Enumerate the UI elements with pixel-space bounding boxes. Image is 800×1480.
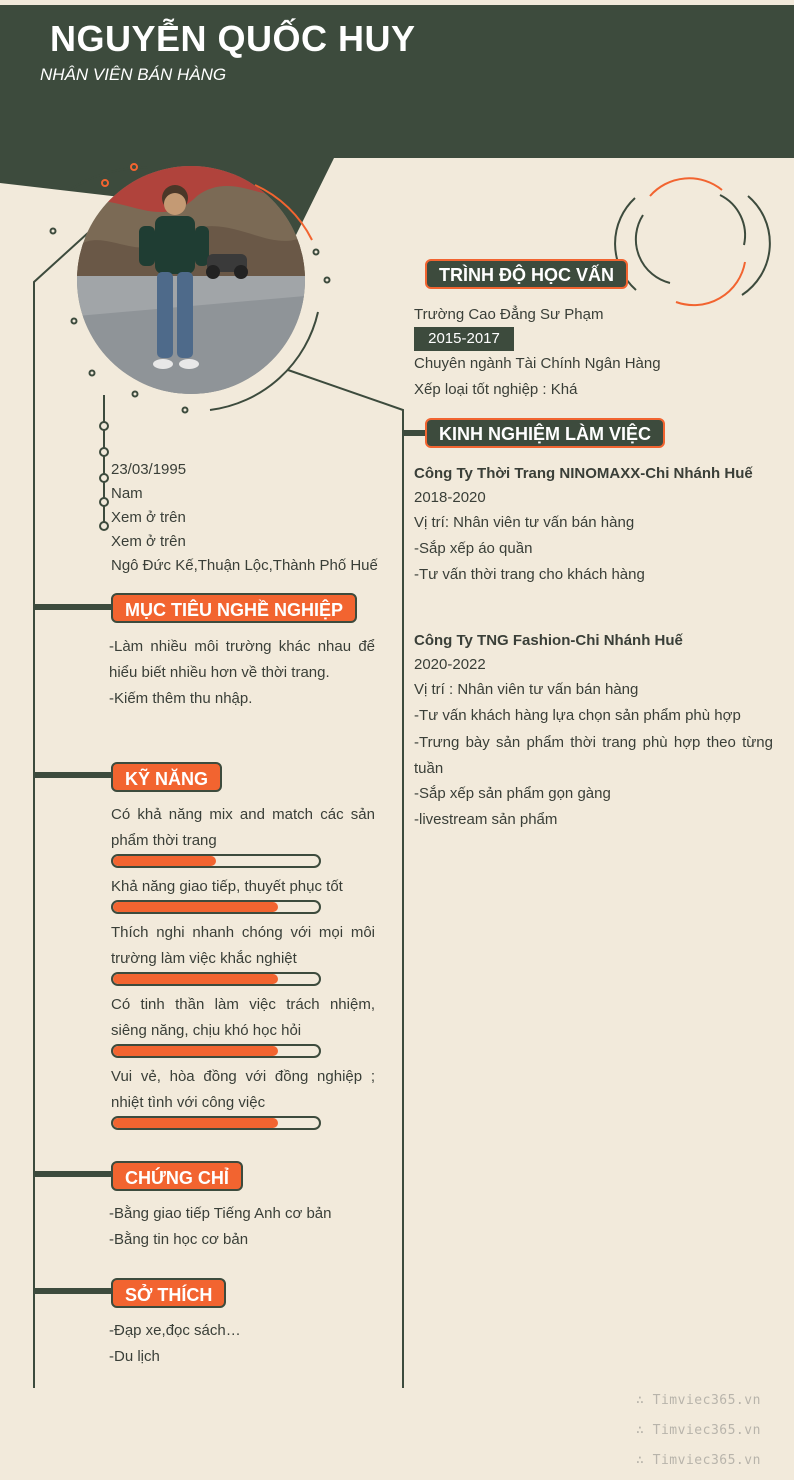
- job-title: NHÂN VIÊN BÁN HÀNG: [40, 65, 227, 84]
- birthdate: 23/03/1995: [111, 461, 187, 478]
- watermark: ∴ Timviec365.vn: [636, 1393, 761, 1408]
- skill-bar: [111, 900, 321, 914]
- education-years: 2015-2017: [414, 327, 514, 351]
- skill-bar: [111, 1116, 321, 1130]
- objective-line: -Kiếm thêm thu nhập.: [109, 690, 253, 707]
- job-years: 2020-2022: [414, 656, 486, 673]
- skill-label: Vui vẻ, hòa đồng với đồng nghiệp ; nhiệt tình với công việc: [111, 1068, 375, 1111]
- hobby-item: -Du lịch: [109, 1348, 160, 1365]
- skill-bar: [111, 854, 321, 868]
- skills-connector: [34, 772, 112, 778]
- skill-bar: [111, 972, 321, 986]
- skill-label: Thích nghi nhanh chóng với mọi môi trường làm việc khắc nghiệt: [111, 924, 375, 967]
- skill-label: Có khả năng mix and match các sản phẩm thời trang: [111, 806, 375, 849]
- objective-line: -Làm nhiều môi trường khác nhau để hiểu biết nhiều hơn về thời trang.: [109, 638, 375, 681]
- job-company: Công Ty TNG Fashion-Chi Nhánh Huế: [414, 632, 683, 649]
- skills-heading: KỸ NĂNG: [111, 762, 222, 792]
- watermark: ∴ Timviec365.vn: [636, 1423, 761, 1438]
- certificates-heading: CHỨNG CHỈ: [111, 1161, 243, 1191]
- certificates-connector: [34, 1171, 112, 1177]
- certificate-item: -Bằng tin học cơ bản: [109, 1231, 249, 1248]
- certificate-item: -Bằng giao tiếp Tiếng Anh cơ bản: [109, 1205, 332, 1222]
- hobbies-heading: SỞ THÍCH: [111, 1278, 226, 1308]
- hobby-item: -Đạp xe,đọc sách…: [109, 1322, 241, 1339]
- skill-bar: [111, 1044, 321, 1058]
- candidate-name: NGUYỄN QUỐC HUY: [50, 18, 416, 59]
- address: Ngô Đức Kế,Thuận Lộc,Thành Phố Huế: [111, 557, 378, 574]
- objective-heading: MỤC TIÊU NGHỀ NGHIỆP: [111, 593, 357, 623]
- skill-label: Có tinh thần làm việc trách nhiệm, siêng năng, chịu khó học hỏi: [111, 996, 375, 1039]
- experience-heading: KINH NGHIỆM LÀM VIỆC: [425, 418, 665, 448]
- watermark-text: Timviec365.vn: [652, 1453, 761, 1468]
- objective-connector: [34, 604, 112, 610]
- phone: Xem ở trên: [111, 509, 186, 526]
- job-duty: -Sắp xếp áo quần: [414, 540, 533, 557]
- job-position: Vị trí : Nhân viên tư vấn bán hàng: [414, 681, 639, 698]
- hobbies-connector: [34, 1288, 112, 1294]
- job-company: Công Ty Thời Trang NINOMAXX-Chi Nhánh Huế: [414, 465, 753, 482]
- job-duty: -Trưng bày sản phẩm thời trang phù hợp theo từng tuần: [414, 734, 773, 777]
- education-heading: TRÌNH ĐỘ HỌC VẤN: [425, 259, 628, 289]
- job-years: 2018-2020: [414, 489, 486, 506]
- education-school: Trường Cao Đẳng Sư Phạm: [414, 306, 604, 323]
- avatar-photo: [77, 166, 305, 394]
- job-duty: -Tư vấn thời trang cho khách hàng: [414, 566, 645, 583]
- gender: Nam: [111, 485, 143, 502]
- watermark-text: Timviec365.vn: [652, 1393, 761, 1408]
- email: Xem ở trên: [111, 533, 186, 550]
- education-grade: Xếp loại tốt nghiệp : Khá: [414, 381, 578, 398]
- job-duty: -Tư vấn khách hàng lựa chọn sản phẩm phù hợp: [414, 707, 741, 724]
- job-position: Vị trí: Nhân viên tư vấn bán hàng: [414, 514, 635, 531]
- experience-connector: [403, 430, 427, 436]
- watermark-text: Timviec365.vn: [652, 1423, 761, 1438]
- job-duty: -livestream sản phẩm: [414, 811, 558, 828]
- skill-label: Khả năng giao tiếp, thuyết phục tốt: [111, 878, 343, 895]
- watermark: ∴ Timviec365.vn: [636, 1453, 761, 1468]
- education-major: Chuyên ngành Tài Chính Ngân Hàng: [414, 355, 661, 372]
- job-duty: -Sắp xếp sản phẩm gọn gàng: [414, 785, 611, 802]
